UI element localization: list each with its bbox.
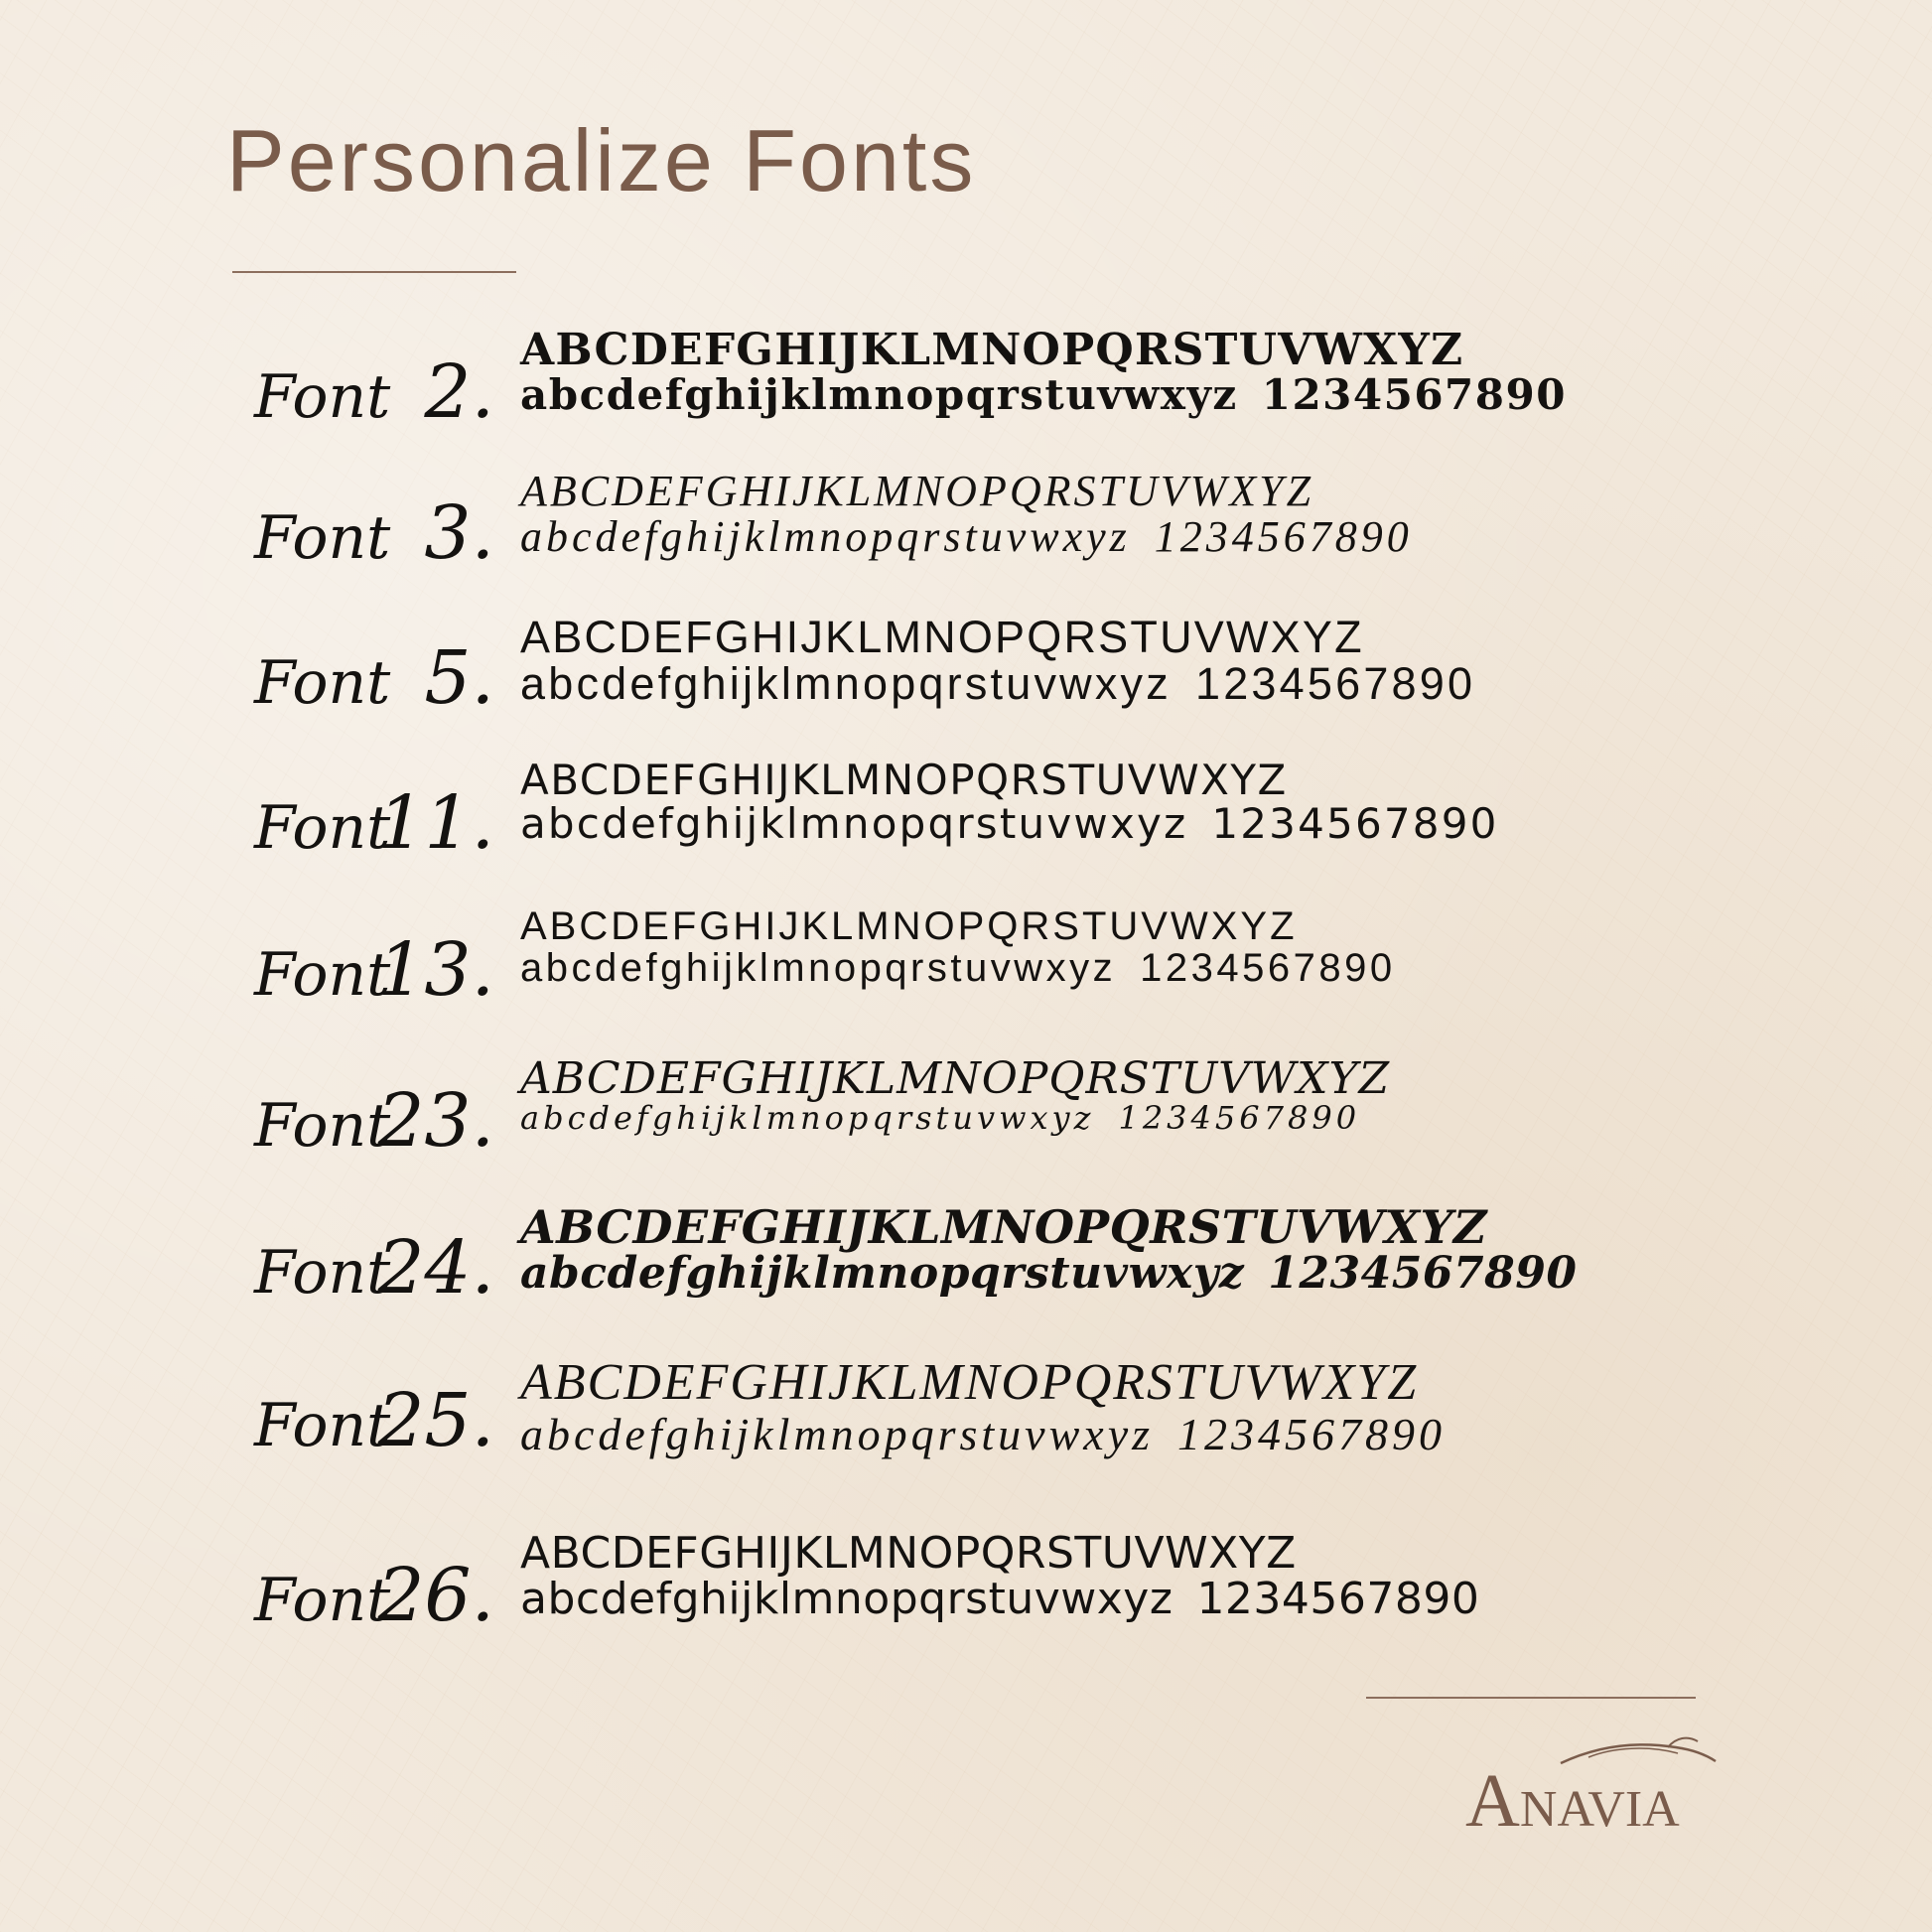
font-label-number: 5. — [424, 635, 494, 721]
sample-uppercase: ABCDEFGHIJKLMNOPQRSTUVWXYZ — [520, 467, 1314, 515]
title-divider — [232, 271, 516, 273]
font-label-number: 26. — [377, 1553, 494, 1638]
font-label — [246, 1539, 494, 1638]
font-label — [246, 766, 494, 866]
font-row-26 — [246, 1528, 1884, 1650]
sample-lowercase: abcdefghijklmnopqrstuvwxyz — [520, 658, 1172, 710]
font-label-word: Font — [254, 1091, 391, 1161]
font-label-number: 25. — [377, 1378, 494, 1463]
font-label-word: Font — [254, 503, 391, 573]
sample-lowercase-line — [520, 370, 1890, 420]
sample-lowercase: abcdefghijklmnopqrstuvwxyz — [520, 1574, 1173, 1625]
font-sample — [520, 1200, 1890, 1300]
sample-lowercase: abcdefghijklmnopqrstuvwxyz — [520, 1408, 1155, 1459]
font-sample — [520, 756, 1890, 849]
font-label-number: 2. — [424, 349, 494, 435]
sample-digits: 1234567890 — [1118, 1099, 1361, 1138]
font-label-number: 13. — [377, 927, 494, 1013]
sample-lowercase-line — [520, 1099, 1890, 1138]
font-sample — [520, 1356, 1890, 1458]
font-label-word: Font — [254, 940, 391, 1010]
font-label — [246, 1064, 494, 1164]
brand-divider — [1366, 1697, 1696, 1699]
font-label-word: Font — [254, 1391, 391, 1460]
sample-lowercase: abcdefghijklmnopqrstuvwxyz — [520, 1248, 1245, 1300]
sample-lowercase: abcdefghijklmnopqrstuvwxyz — [520, 512, 1131, 562]
font-row-2 — [246, 325, 1884, 447]
font-sample — [520, 1053, 1890, 1138]
sample-lowercase: abcdefghijklmnopqrstuvwxyz — [520, 1099, 1095, 1138]
sample-digits: 1234567890 — [1268, 1248, 1578, 1300]
font-label-word: Font — [254, 1238, 391, 1308]
font-label-word: Font — [254, 1566, 391, 1635]
sample-digits: 1234567890 — [1211, 799, 1499, 849]
font-row-3 — [246, 469, 1884, 588]
sample-lowercase-line — [520, 1248, 1890, 1300]
sample-lowercase-line — [520, 947, 1890, 989]
font-row-25 — [246, 1356, 1884, 1475]
sample-digits: 1234567890 — [1261, 370, 1567, 420]
brand-initial: A — [1465, 1759, 1520, 1843]
brand-logo — [1430, 1722, 1727, 1841]
font-label — [246, 621, 494, 721]
font-row-24 — [246, 1200, 1884, 1322]
font-label-number: 23. — [377, 1078, 494, 1164]
sample-uppercase: ABCDEFGHIJKLMNOPQRSTUVWXYZ — [520, 1528, 1297, 1579]
font-label-word: Font — [254, 648, 391, 718]
sample-lowercase-line — [520, 799, 1890, 849]
sample-digits: 1234567890 — [1194, 658, 1476, 710]
sample-uppercase: ABCDEFGHIJKLMNOPQRSTUVWXYZ — [520, 756, 1288, 804]
font-sample — [520, 1528, 1890, 1625]
font-label — [246, 336, 494, 435]
sample-digits: 1234567890 — [1196, 1574, 1480, 1625]
brand-name — [1465, 1759, 1680, 1843]
font-label — [246, 913, 494, 1013]
sample-lowercase: abcdefghijklmnopqrstuvwxyz — [520, 799, 1188, 849]
sample-uppercase: ABCDEFGHIJKLMNOPQRSTUVWXYZ — [520, 904, 1298, 948]
font-sample — [520, 469, 1890, 560]
font-label-number: 11. — [377, 780, 494, 866]
font-sample — [520, 325, 1890, 420]
sample-lowercase-line — [520, 1574, 1890, 1625]
font-label — [246, 477, 494, 576]
font-sample — [520, 614, 1890, 708]
font-label — [246, 1211, 494, 1311]
sample-lowercase-line — [520, 514, 1890, 560]
sample-uppercase: ABCDEFGHIJKLMNOPQRSTUVWXYZ — [520, 325, 1464, 375]
sample-uppercase: ABCDEFGHIJKLMNOPQRSTUVWXYZ — [520, 1200, 1487, 1254]
sample-digits: 1234567890 — [1154, 512, 1413, 562]
sample-uppercase: ABCDEFGHIJKLMNOPQRSTUVWXYZ — [520, 1354, 1419, 1411]
sample-digits: 1234567890 — [1177, 1408, 1447, 1459]
sample-uppercase: ABCDEFGHIJKLMNOPQRSTUVWXYZ — [520, 612, 1364, 662]
sample-lowercase: abcdefghijklmnopqrstuvwxyz — [520, 946, 1117, 990]
font-row-5 — [246, 614, 1884, 733]
page-title: Personalize Fonts — [226, 111, 977, 209]
font-label-word: Font — [254, 362, 391, 432]
font-label-word: Font — [254, 793, 391, 863]
font-row-13 — [246, 905, 1884, 1025]
font-sample — [520, 905, 1890, 989]
sample-uppercase: ABCDEFGHIJKLMNOPQRSTUVWXYZ — [520, 1053, 1391, 1104]
font-label — [246, 1364, 494, 1463]
sample-lowercase-line — [520, 1408, 1890, 1459]
font-label-number: 3. — [424, 490, 494, 576]
sample-lowercase: abcdefghijklmnopqrstuvwxyz — [520, 370, 1238, 420]
sample-digits: 1234567890 — [1140, 946, 1396, 990]
brand-rest: NAVIA — [1519, 1781, 1680, 1838]
font-row-23 — [246, 1053, 1884, 1175]
sample-lowercase-line — [520, 658, 1890, 710]
font-row-11 — [246, 756, 1884, 878]
font-label-number: 24. — [377, 1225, 494, 1311]
